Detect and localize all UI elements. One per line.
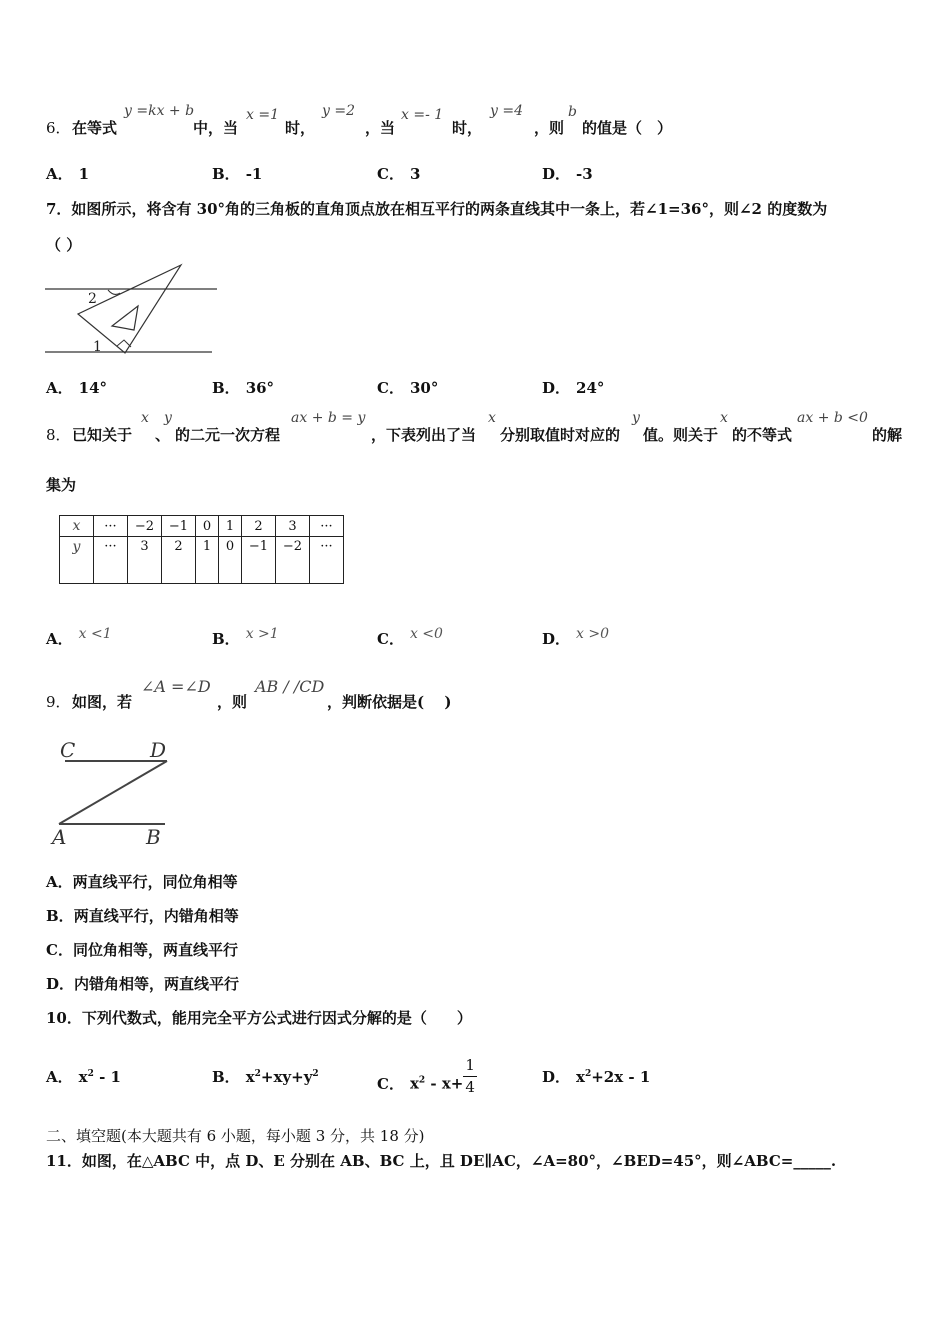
q9-text-1: 如图，若 (72, 693, 133, 711)
q7-option-d: D． 24° (542, 379, 605, 397)
table-cell: 1 (196, 537, 219, 584)
q8-text-line2: 集为 (46, 476, 77, 494)
q7-text-line1: 7．如图所示，将含有 30°角的三角板的直角顶点放在相互平行的两条直线其中一条上，若∠1=36°，则∠2 的度数为 (46, 200, 828, 218)
q8-text-2: 、 (155, 426, 171, 444)
table-row (60, 537, 344, 584)
q6-text-2: 中，当 (193, 119, 239, 137)
q9-option-d: D．内错角相等，两直线平行 (46, 975, 240, 993)
q8-math-7: ax + b <0 (797, 410, 868, 426)
q8-math-1: x (141, 410, 149, 426)
q9-option-a: A．两直线平行，同位角相等 (46, 873, 238, 891)
table-cell: 0 (219, 537, 242, 584)
table-cell: −2 (128, 516, 162, 537)
q8-option-d: D． x >0 (542, 626, 609, 648)
q8-option-b: B． x >1 (212, 626, 279, 648)
q6-text-1: 在等式 (72, 119, 118, 137)
q9-number: 9． (46, 693, 71, 711)
q7-triangle-figure (42, 262, 222, 362)
q9-label-a: A (52, 825, 67, 849)
q10-option-a: A． $x^2 - 1$ (46, 1068, 121, 1086)
q6-text-7: 的值是（ ） (582, 119, 673, 137)
table-cell: −1 (242, 537, 276, 584)
table-cell: −2 (276, 537, 310, 584)
q9-math-2: AB / /CD (255, 677, 325, 696)
q10-fraction: $\frac{1}{4}$ (465, 1056, 475, 1096)
q8-text-4: ，下表列出了当 (371, 426, 477, 444)
q7-inner-triangle (112, 306, 138, 330)
table-row (60, 516, 344, 537)
q8-option-c: C． x <0 (377, 626, 443, 648)
table-cell: 1 (219, 516, 242, 537)
q6-option-c: C． 3 (377, 165, 421, 183)
section-2-title: 二、填空题(本大题共有 6 小题，每小题 3 分，共 18 分) (46, 1127, 425, 1145)
q8-math-3: ax + b = y (291, 410, 366, 426)
q8-math-6: x (720, 410, 728, 426)
table-cell: ··· (310, 516, 344, 537)
q8-text-1: 已知关于 (72, 426, 133, 444)
q6-number: 6． (46, 119, 71, 137)
q8-math-5: y (632, 410, 640, 426)
q8-text-3: 的二元一次方程 (175, 426, 281, 444)
q6-math-4: x =- 1 (401, 107, 444, 123)
q7-option-b: B． 36° (212, 379, 275, 397)
q9-label-c: C (60, 738, 76, 762)
q9-option-b: B．两直线平行，内错角相等 (46, 907, 239, 925)
q9-text-3: ，判断依据是( ) (327, 693, 452, 711)
q7-option-a: A． 14° (46, 379, 108, 397)
q6-math-3: y =2 (322, 103, 355, 119)
q10-option-b: B． $x^2+xy+y^2$ (212, 1068, 319, 1086)
q6-math-6: b (568, 104, 577, 120)
q8-text-6: 值。则关于 (643, 426, 719, 444)
q7-angle-1-label: 1 (93, 339, 102, 355)
q8-option-a: A． x <1 (46, 626, 112, 648)
q6-text-4: ，当 (365, 119, 396, 137)
q9-math-1: ∠A =∠D (141, 677, 211, 696)
q6-text-6: ，则 (534, 119, 565, 137)
table-cell: y (60, 537, 94, 584)
q9-label-b: B (146, 825, 161, 849)
table-cell: 2 (242, 516, 276, 537)
q6-text-5: 时， (452, 119, 483, 137)
table-cell: x (60, 516, 94, 537)
q7-option-c: C． 30° (377, 379, 439, 397)
q8-text-8: 的解 (872, 426, 903, 444)
q8-number: 8． (46, 426, 71, 444)
q6-math-2: x =1 (246, 107, 279, 123)
q9-text-2: ，则 (217, 693, 248, 711)
table-cell: 0 (196, 516, 219, 537)
q9-option-c: C．同位角相等，两直线平行 (46, 941, 238, 959)
q8-text-5: 分别取值时对应的 (500, 426, 621, 444)
table-cell: 2 (162, 537, 196, 584)
q7-angle-2-label: 2 (88, 291, 97, 307)
q6-text-3: 时， (285, 119, 316, 137)
q8-text-7: 的不等式 (732, 426, 793, 444)
q9-line-ad (59, 761, 167, 824)
table-cell: ··· (94, 537, 128, 584)
q6-option-b: B． -1 (212, 165, 263, 183)
q8-value-table (59, 515, 344, 584)
q7-angle-2-arc (108, 290, 120, 294)
q8-math-2: y (164, 410, 172, 426)
q6-math-1: y =kx + b (124, 103, 195, 119)
q9-label-d: D (150, 738, 167, 762)
q10-option-c: C． $x^2 - x+$ $\frac{1}{4}$ (377, 1056, 475, 1096)
q6-option-d: D． -3 (542, 165, 593, 183)
q7-text-line2: （ ） (46, 236, 82, 254)
q8-math-4: x (488, 410, 496, 426)
table-cell: ··· (94, 516, 128, 537)
table-cell: ··· (310, 537, 344, 584)
q6-math-5: y =4 (490, 103, 523, 119)
table-cell: 3 (276, 516, 310, 537)
q10-option-d: D． $x^2+2x - 1$ (542, 1068, 651, 1086)
table-cell: 3 (128, 537, 162, 584)
q6-option-a: A． 1 (46, 165, 90, 183)
q11-text: 11．如图，在△ABC 中，点 D、E 分别在 AB、BC 上，且 DE∥AC，∠A=80°，∠BED=45°，则∠ABC=_____. (46, 1152, 837, 1170)
q10-text: 10．下列代数式，能用完全平方公式进行因式分解的是（ ） (46, 1009, 472, 1027)
q9-z-figure (50, 735, 180, 850)
table-cell: −1 (162, 516, 196, 537)
